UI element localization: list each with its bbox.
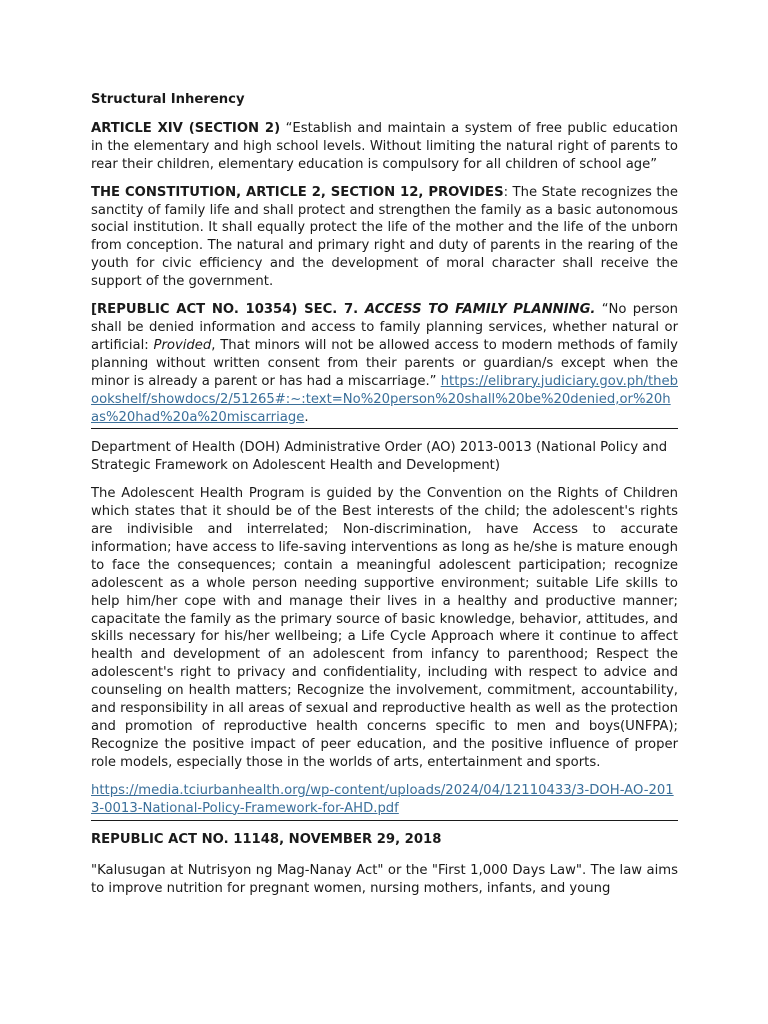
- ra-10354-provided: Provided: [153, 337, 212, 353]
- article-xiv-lead: ARTICLE XIV (SECTION 2): [91, 120, 281, 136]
- section-heading: Structural Inherency: [91, 92, 245, 107]
- constitution-lead: THE CONSTITUTION, ARTICLE 2, SECTION 12, PROVIDES: [91, 184, 504, 200]
- judiciary-link[interactable]: https://elibrary.judiciary.gov.ph/thebookshelf/showdocs/2/51265#:~:text=No%20person%20shall%20be%20denied,or%20has%20had%20a%20miscarriage: [91, 373, 678, 425]
- article-xiv-text: “Establish and maintain a system of free public education in the elementary and high school levels. Without limiting the natural right of parents to rear their children, elementary education is compulsory for all children of school age”: [91, 120, 678, 172]
- paragraph-first-1000-days: "Kalusugan at Nutrisyon ng Mag-Nanay Act" or the "First 1,000 Days Law". The law aims to improve nutrition for pregnant women, nursing mothers, infants, and young: [91, 863, 678, 897]
- ra-10354-text-2: , That minors will not be allowed access to modern methods of family planning without written consent from their parents or guardian/s except when the minor is already a parent or has had a miscarriage.”: [91, 337, 678, 389]
- paragraph-doh-ao: Department of Health (DOH) Administrative Order (AO) 2013-0013 (National Policy and Strategic Framework on Adolescent Health and Development): [91, 440, 668, 474]
- ra-10354-lead-italic: ACCESS TO FAMILY PLANNING.: [358, 302, 596, 318]
- constitution-text: : The State recognizes the sanctity of family life and shall protect and strengthen the family as a basic autonomous social institution. It shall equally protect the life of the mother and the life of the unborn from conception. The natural and primary right and duty of parents in the rearing of the youth for civic efficiency and the development of moral character shall receive the support of the government.: [91, 184, 678, 290]
- ra-10354-text-1: “No person shall be denied information and access to family planning services, whether natural or artificial:: [91, 302, 678, 353]
- paragraph-ra-10354: [91, 301, 678, 429]
- paragraph-article-xiv: [91, 120, 678, 174]
- ra-10354-lead: [REPUBLIC ACT NO. 10354) SEC. 7.: [91, 302, 359, 318]
- paragraph-doh-link: [91, 782, 678, 821]
- ra-10354-period: .: [304, 409, 309, 425]
- paragraph-adolescent-program: The Adolescent Health Program is guided by the Convention on the Rights of Children which states that it should be of the Best interests of the child; the adolescent's rights are indivisible and interrelated; Non-discrimination, have Access to accurate information; have access to life-saving interventions as long as he/she is mature enough to face the consequences; contain a meaningful adolescent participation; recognize adolescent as a whole person needing supportive environment; suitable Life skills to help him/her cope with and manage their lives in a healthy and productive manner; capacitate the family as the primary source of basic knowledge, behavior, attitudes, and skills necessary for his/her wellbeing; a Life Cycle Approach where it continue to affect health and development of an adolescent from infancy to parenthood; Respect the adolescent's right to privacy and confidentiality, including with respect to advice and counseling on health matters; Recognize the involvement, commitment, accountability, and responsibility in all areas of sexual and reproductive health as well as the protection and promotion of reproductive health concerns specific to men and boys(UNFPA); Recognize the positive impact of peer education, and the positive influence of proper role models, especially those in the worlds of arts, entertainment and sports.: [91, 486, 678, 770]
- ra-11148-heading: REPUBLIC ACT NO. 11148, NOVEMBER 29, 2018: [91, 831, 442, 847]
- tciurbanhealth-link[interactable]: https://media.tciurbanhealth.org/wp-content/uploads/2024/04/12110433/3-DOH-AO-2013-0013-National-Policy-Framework-for-AHD.pdf: [91, 782, 674, 816]
- paragraph-constitution: [91, 184, 678, 291]
